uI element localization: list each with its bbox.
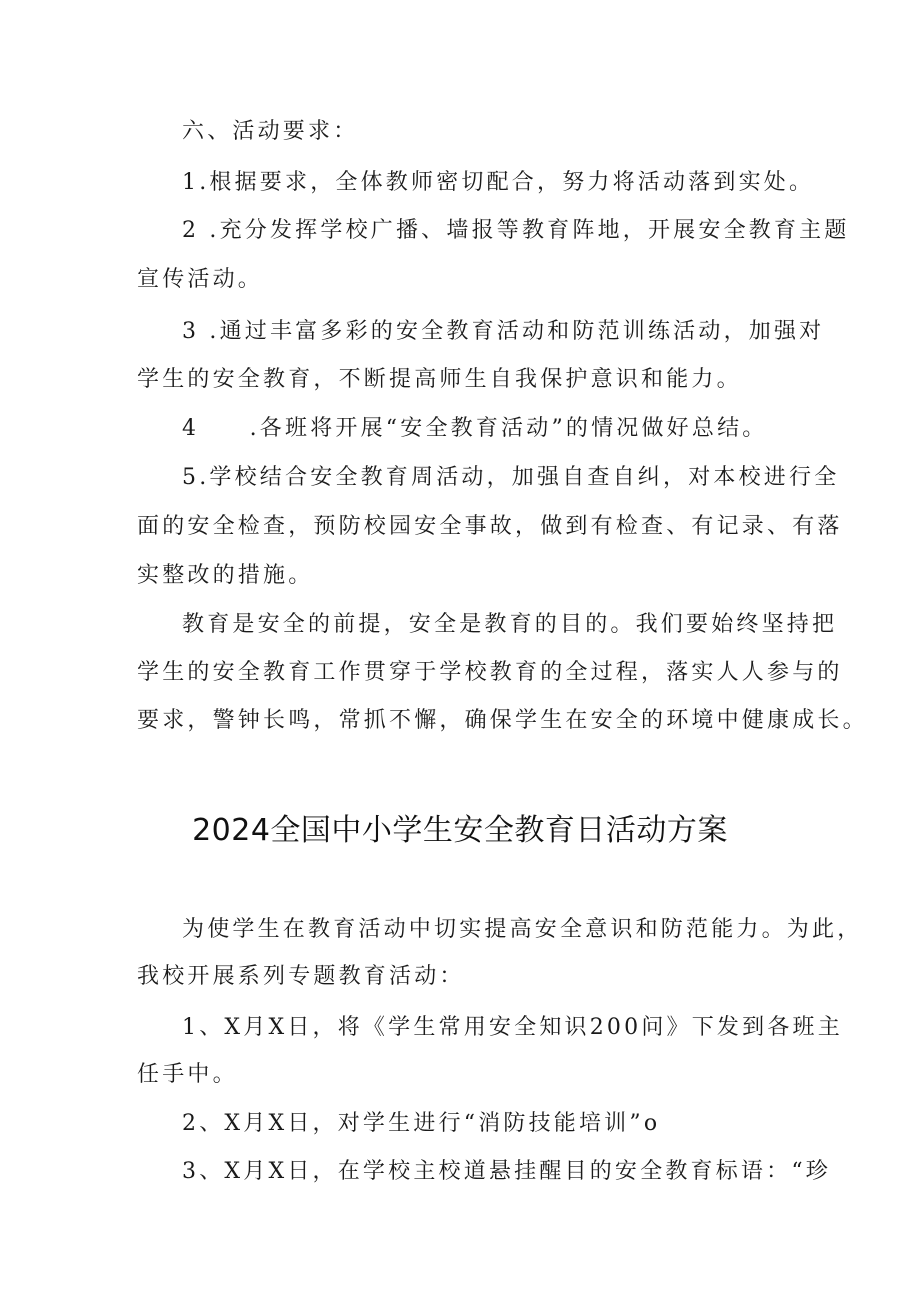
intro-paragraph-cont: 我校开展系列专题教育活动： — [137, 964, 465, 989]
activity-item-3: 3、X月X日，在学校主校道悬挂醒目的安全教育标语：“珍 — [182, 1159, 831, 1184]
requirement-item-3: 3 .通过丰富多彩的安全教育活动和防范训练活动，加强对 — [182, 319, 825, 344]
activity-item-1-cont: 任手中。 — [137, 1062, 238, 1087]
closing-paragraph-cont: 学生的安全教育工作贯穿于学校教育的全过程，落实人人参与的 — [137, 660, 843, 685]
requirement-item-5-cont: 实整改的措施。 — [137, 563, 314, 588]
requirement-item-2-cont: 宣传活动。 — [137, 267, 264, 292]
requirement-item-3-cont: 学生的安全教育，不断提高师生自我保护意识和能力。 — [137, 367, 742, 392]
activity-item-2: 2、X月X日，对学生进行“消防技能培训”o — [182, 1111, 661, 1136]
intro-paragraph: 为使学生在教育活动中切实提高安全意识和防范能力。为此， — [182, 917, 863, 942]
requirement-item-1: 1.根据要求，全体教师密切配合，努力将活动落到实处。 — [182, 170, 815, 195]
closing-paragraph-cont: 要求，警钟长鸣，常抓不懈，确保学生在安全的环境中健康成长。 — [137, 708, 868, 733]
section-heading: 六、活动要求： — [182, 119, 359, 144]
requirement-item-5-cont: 面的安全检查，预防校园安全事故，做到有检查、有记录、有落 — [137, 514, 843, 539]
requirement-item-5: 5.学校结合安全教育周活动，加强自查自纠，对本校进行全 — [182, 465, 840, 490]
activity-item-1: 1、X月X日，将《学生常用安全知识200问》下发到各班主 — [182, 1015, 843, 1040]
closing-paragraph: 教育是安全的前提，安全是教育的目的。我们要始终坚持把 — [182, 612, 838, 637]
requirement-item-2: 2 .充分发挥学校广播、墙报等教育阵地，开展安全教育主题 — [182, 218, 850, 243]
requirement-item-4: 4 .各班将开展“安全教育活动”的情况做好总结。 — [182, 416, 768, 441]
document-title: 2024全国中小学生安全教育日活动方案 — [192, 813, 728, 848]
